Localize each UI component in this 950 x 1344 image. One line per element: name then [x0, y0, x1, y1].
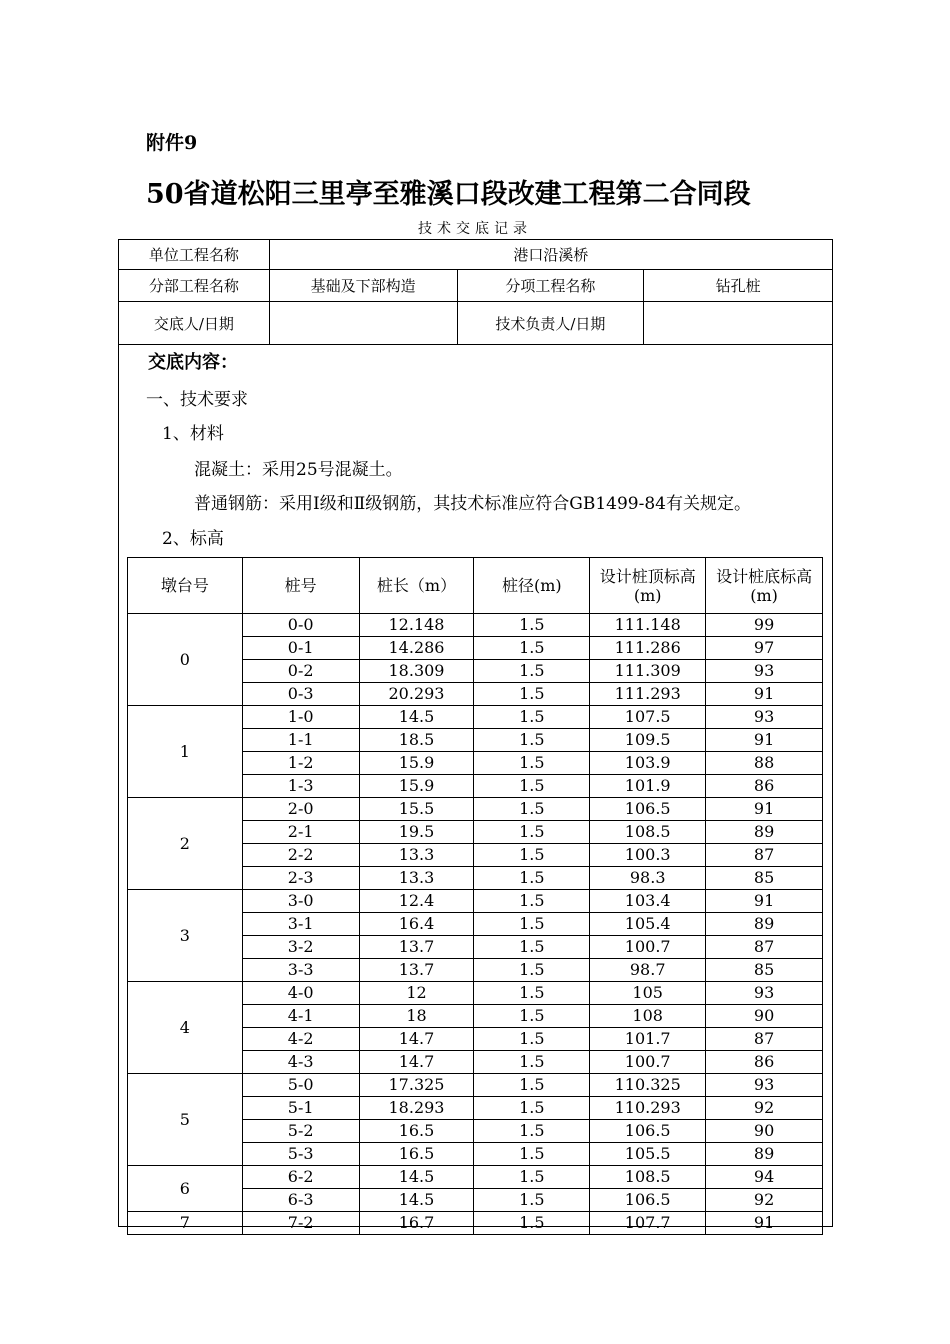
top-elevation-cell: 100.3	[590, 844, 706, 867]
item-materials: 1、材料	[162, 424, 224, 444]
item-elevation: 2、标高	[162, 529, 224, 549]
top-elevation-cell: 100.7	[590, 936, 706, 959]
pile-no-cell: 6-2	[242, 1166, 359, 1189]
pier-cell: 2	[128, 798, 243, 890]
bottom-elevation-cell: 90	[706, 1120, 823, 1143]
pile-length-cell: 18.5	[359, 729, 474, 752]
table-row	[128, 890, 823, 913]
pile-length-cell: 12	[359, 982, 474, 1005]
pile-length-cell: 20.293	[359, 683, 474, 706]
pile-length-cell: 18	[359, 1005, 474, 1028]
pile-diameter-cell: 1.5	[474, 1005, 590, 1028]
pile-length-cell: 14.5	[359, 706, 474, 729]
table-row	[128, 798, 823, 821]
bottom-elevation-cell: 85	[706, 959, 823, 982]
pile-no-cell: 4-2	[242, 1028, 359, 1051]
pile-diameter-cell: 1.5	[474, 1074, 590, 1097]
pile-length-cell: 15.9	[359, 775, 474, 798]
unit-label: 单位工程名称	[119, 240, 270, 270]
top-elevation-cell: 107.5	[590, 706, 706, 729]
top-elevation-cell: 106.5	[590, 1120, 706, 1143]
pile-length-cell: 17.325	[359, 1074, 474, 1097]
header-pile-diameter: 桩径(m)	[474, 558, 590, 614]
pile-length-cell: 14.286	[359, 637, 474, 660]
pile-no-cell: 5-0	[242, 1074, 359, 1097]
pile-diameter-cell: 1.5	[474, 798, 590, 821]
pile-diameter-cell: 1.5	[474, 936, 590, 959]
pile-diameter-cell: 1.5	[474, 1051, 590, 1074]
bottom-elevation-cell: 91	[706, 798, 823, 821]
pier-cell: 0	[128, 614, 243, 706]
pile-no-cell: 7-2	[242, 1212, 359, 1235]
pile-no-cell: 2-1	[242, 821, 359, 844]
pile-diameter-cell: 1.5	[474, 1212, 590, 1235]
pile-no-cell: 2-2	[242, 844, 359, 867]
presenter-value	[269, 302, 457, 345]
top-elevation-cell: 98.7	[590, 959, 706, 982]
bottom-elevation-cell: 88	[706, 752, 823, 775]
division-label: 分部工程名称	[119, 270, 270, 302]
header-pile-no: 桩号	[242, 558, 359, 614]
table-row	[128, 614, 823, 637]
responsible-label: 技术负责人/日期	[457, 302, 644, 345]
pile-no-cell: 2-3	[242, 867, 359, 890]
bottom-elevation-cell: 89	[706, 913, 823, 936]
unit-value: 港口沿溪桥	[269, 240, 832, 270]
pile-length-cell: 16.5	[359, 1120, 474, 1143]
pile-length-cell: 14.7	[359, 1051, 474, 1074]
pile-diameter-cell: 1.5	[474, 959, 590, 982]
bottom-elevation-cell: 89	[706, 1143, 823, 1166]
top-elevation-cell: 98.3	[590, 867, 706, 890]
top-elevation-cell: 103.4	[590, 890, 706, 913]
pile-diameter-cell: 1.5	[474, 1143, 590, 1166]
pile-no-cell: 1-0	[242, 706, 359, 729]
pier-cell: 7	[128, 1212, 243, 1235]
attachment-label: 附件9	[146, 132, 198, 154]
bottom-elevation-cell: 91	[706, 683, 823, 706]
header-pier: 墩台号	[128, 558, 243, 614]
pile-no-cell: 6-3	[242, 1189, 359, 1212]
table-row	[128, 1166, 823, 1189]
pile-length-cell: 14.5	[359, 1166, 474, 1189]
pile-no-cell: 4-0	[242, 982, 359, 1005]
bottom-elevation-cell: 90	[706, 1005, 823, 1028]
pile-no-cell: 1-3	[242, 775, 359, 798]
pile-diameter-cell: 1.5	[474, 1120, 590, 1143]
pile-diameter-cell: 1.5	[474, 1166, 590, 1189]
pier-cell: 6	[128, 1166, 243, 1212]
pile-diameter-cell: 1.5	[474, 660, 590, 683]
top-elevation-cell: 110.293	[590, 1097, 706, 1120]
top-elevation-cell: 108.5	[590, 1166, 706, 1189]
top-elevation-cell: 101.7	[590, 1028, 706, 1051]
pile-diameter-cell: 1.5	[474, 706, 590, 729]
pile-length-cell: 12.148	[359, 614, 474, 637]
pier-cell: 4	[128, 982, 243, 1074]
top-elevation-cell: 105	[590, 982, 706, 1005]
top-elevation-cell: 111.286	[590, 637, 706, 660]
pile-no-cell: 0-1	[242, 637, 359, 660]
pile-no-cell: 0-2	[242, 660, 359, 683]
pile-length-cell: 16.7	[359, 1212, 474, 1235]
pile-diameter-cell: 1.5	[474, 913, 590, 936]
pile-no-cell: 2-0	[242, 798, 359, 821]
bottom-elevation-cell: 87	[706, 1028, 823, 1051]
division-value: 基础及下部构造	[269, 270, 457, 302]
pile-length-cell: 13.7	[359, 936, 474, 959]
top-elevation-cell: 103.9	[590, 752, 706, 775]
bottom-elevation-cell: 91	[706, 1212, 823, 1235]
pile-diameter-cell: 1.5	[474, 844, 590, 867]
bottom-elevation-cell: 89	[706, 821, 823, 844]
top-elevation-cell: 108.5	[590, 821, 706, 844]
bottom-elevation-cell: 86	[706, 1051, 823, 1074]
pile-no-cell: 3-2	[242, 936, 359, 959]
bottom-elevation-cell: 92	[706, 1189, 823, 1212]
table-row	[128, 982, 823, 1005]
top-elevation-cell: 108	[590, 1005, 706, 1028]
top-elevation-cell: 111.293	[590, 683, 706, 706]
pile-length-cell: 18.293	[359, 1097, 474, 1120]
pile-length-cell: 15.5	[359, 798, 474, 821]
pile-no-cell: 5-1	[242, 1097, 359, 1120]
rebar-spec: 普通钢筋：采用Ⅰ级和Ⅱ级钢筋，其技术标准应符合GB1499-84有关规定。	[194, 494, 751, 514]
top-elevation-cell: 106.5	[590, 798, 706, 821]
responsible-value	[644, 302, 833, 345]
pile-no-cell: 1-1	[242, 729, 359, 752]
pile-length-cell: 12.4	[359, 890, 474, 913]
top-elevation-cell: 107.7	[590, 1212, 706, 1235]
pile-no-cell: 5-2	[242, 1120, 359, 1143]
bottom-elevation-cell: 92	[706, 1097, 823, 1120]
pile-no-cell: 0-3	[242, 683, 359, 706]
pile-diameter-cell: 1.5	[474, 1097, 590, 1120]
item-label: 分项工程名称	[457, 270, 644, 302]
pile-length-cell: 19.5	[359, 821, 474, 844]
pile-no-cell: 3-0	[242, 890, 359, 913]
bottom-elevation-cell: 93	[706, 1074, 823, 1097]
pile-diameter-cell: 1.5	[474, 867, 590, 890]
pile-no-cell: 5-3	[242, 1143, 359, 1166]
table-row	[128, 1074, 823, 1097]
top-elevation-cell: 111.148	[590, 614, 706, 637]
pile-length-cell: 13.3	[359, 844, 474, 867]
bottom-elevation-cell: 91	[706, 890, 823, 913]
top-elevation-cell: 111.309	[590, 660, 706, 683]
info-table	[118, 239, 833, 345]
concrete-spec: 混凝土：采用25号混凝土。	[194, 460, 403, 480]
top-elevation-cell: 110.325	[590, 1074, 706, 1097]
header-top-elevation: 设计桩顶标高(m)	[590, 558, 706, 614]
pile-no-cell: 0-0	[242, 614, 359, 637]
pile-length-cell: 13.3	[359, 867, 474, 890]
pile-no-cell: 4-3	[242, 1051, 359, 1074]
pile-diameter-cell: 1.5	[474, 683, 590, 706]
bottom-elevation-cell: 97	[706, 637, 823, 660]
bottom-elevation-cell: 93	[706, 660, 823, 683]
pile-diameter-cell: 1.5	[474, 821, 590, 844]
table-row	[128, 706, 823, 729]
pile-diameter-cell: 1.5	[474, 614, 590, 637]
pile-no-cell: 3-1	[242, 913, 359, 936]
pile-length-cell: 15.9	[359, 752, 474, 775]
bottom-elevation-cell: 94	[706, 1166, 823, 1189]
pile-diameter-cell: 1.5	[474, 890, 590, 913]
bottom-elevation-cell: 86	[706, 775, 823, 798]
bottom-elevation-cell: 93	[706, 982, 823, 1005]
top-elevation-cell: 106.5	[590, 1189, 706, 1212]
pile-diameter-cell: 1.5	[474, 637, 590, 660]
pier-cell: 5	[128, 1074, 243, 1166]
pile-no-cell: 4-1	[242, 1005, 359, 1028]
pile-length-cell: 14.7	[359, 1028, 474, 1051]
pile-length-cell: 16.4	[359, 913, 474, 936]
top-elevation-cell: 109.5	[590, 729, 706, 752]
top-elevation-cell: 105.5	[590, 1143, 706, 1166]
pile-diameter-cell: 1.5	[474, 1189, 590, 1212]
pile-table	[127, 557, 823, 1235]
document-title: 50省道松阳三里亭至雅溪口段改建工程第二合同段	[146, 179, 751, 210]
header-bottom-elevation: 设计桩底标高(m)	[706, 558, 823, 614]
bottom-elevation-cell: 87	[706, 844, 823, 867]
bottom-elevation-cell: 99	[706, 614, 823, 637]
document-subtitle: 技术交底记录	[418, 221, 532, 237]
pile-diameter-cell: 1.5	[474, 775, 590, 798]
pile-no-cell: 1-2	[242, 752, 359, 775]
top-elevation-cell: 101.9	[590, 775, 706, 798]
pile-length-cell: 18.309	[359, 660, 474, 683]
bottom-elevation-cell: 91	[706, 729, 823, 752]
header-pile-length: 桩长（m）	[359, 558, 474, 614]
bottom-elevation-cell: 93	[706, 706, 823, 729]
top-elevation-cell: 105.4	[590, 913, 706, 936]
section-tech-requirements: 一、技术要求	[146, 390, 248, 410]
bottom-elevation-cell: 87	[706, 936, 823, 959]
pier-cell: 1	[128, 706, 243, 798]
top-elevation-cell: 100.7	[590, 1051, 706, 1074]
item-value: 钻孔桩	[644, 270, 833, 302]
pile-diameter-cell: 1.5	[474, 1028, 590, 1051]
pile-diameter-cell: 1.5	[474, 752, 590, 775]
table-row	[128, 1212, 823, 1235]
pile-diameter-cell: 1.5	[474, 982, 590, 1005]
presenter-label: 交底人/日期	[119, 302, 270, 345]
pile-no-cell: 3-3	[242, 959, 359, 982]
pile-diameter-cell: 1.5	[474, 729, 590, 752]
pile-length-cell: 14.5	[359, 1189, 474, 1212]
pier-cell: 3	[128, 890, 243, 982]
pile-table-header	[128, 558, 823, 614]
pile-length-cell: 13.7	[359, 959, 474, 982]
bottom-elevation-cell: 85	[706, 867, 823, 890]
pile-length-cell: 16.5	[359, 1143, 474, 1166]
content-heading: 交底内容：	[148, 352, 238, 373]
